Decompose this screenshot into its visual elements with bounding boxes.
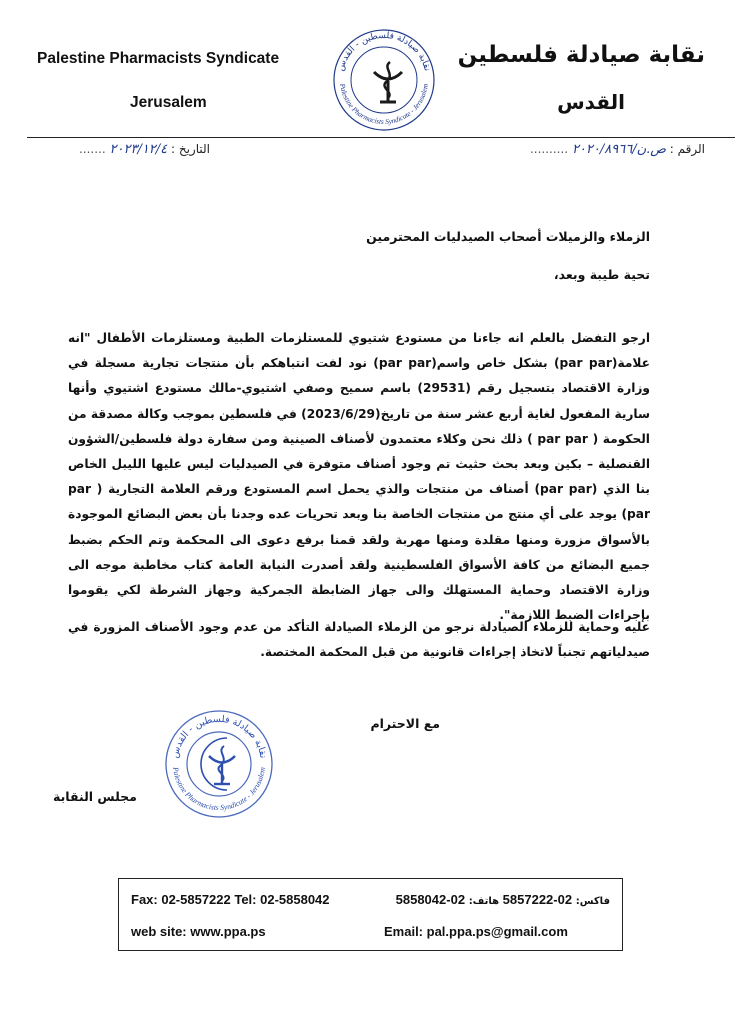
syndicate-stamp — [163, 708, 275, 820]
letter-regards: مع الاحترام — [370, 716, 440, 731]
tel-label-ar: هاتف: — [468, 896, 500, 907]
svg-text:نقابة صيادلة فلسطين - القدس — [336, 31, 432, 72]
signatory-council: مجلس النقابة — [53, 789, 137, 804]
logo-ring-text-ar: نقابة صيادلة فلسطين - القدس — [335, 30, 432, 73]
reference-number-value: ص.ن/٢٠٢٠/٨٩٦٦ — [571, 142, 666, 157]
city-name-ar: القدس — [557, 90, 625, 114]
contact-box — [118, 878, 623, 951]
fax-value-ar: 02-5857222 — [502, 892, 573, 907]
stamp-ring-text-en: Palestine Pharmacists Syndicate - Jerusalem — [171, 766, 267, 813]
fax-tel-ar — [396, 892, 610, 907]
letter-closing: عليه وحماية للزملاء الصيادلة نرجو من الزملاء الصيادلة التأكد من عدم وجود الأصناف المزورة في صيدلياتهم تجنباً لاتخاذ إجراءات قانونية من قبل المحكمة المختصة. — [68, 620, 650, 660]
letter-body: ارجو التفضل بالعلم انه جاءنا من مستودع شتيوي للمستلزمات الطبية ومستلزمات الأطفال "انه علامة(par par) بشكل خاص واسم(par par) نود لفت انتباهكم بأن منتجات تجارية مسجلة في وزارة الاقتصاد بتسجيل رقم (29531) باسم سميح وصفي اشتيوي-مالك مستودع اشتيوي وأنها سارية المفعول لغاية أربع عشر سنة من تاريخ(2023/6/29) في فلسطين بموجب وكالة مصدقة من الحكومة ( par par ) ذلك نحن وكلاء معتمدون لأصناف الصينية ومن سفارة دولة فلسطين/الشؤون القنصلية – بكين وبعد بحث حثيث تم وجود أصناف متوفرة في الصيدليات ليس عليها الليبل الخاص بنا الذي (par par) أصناف من منتجات والذي يحمل اسم المستودع ورقم العلامة التجارية ( par par) يوجد على أي منتج من منتجات الخاصة بنا وبعد تحريات عده وجدنا بأن بعض البضائع الموجودة بالأسواق مزورة ومنها مقلدة ومنها مهربة ولقد قمنا برفع دعوى الى المحكمة وتم الحكم بضبط جميع البضائع من كافة الأسواق الفلسطينية ولقد أصدرت النيابة العامة كتاب مخاطبة موجه الى وزارة الاقتصاد وحماية المستهلك والى جهاز الضابطة الجمركية وجهاز الشرطة لكي يقوموا بإجراءات الضبط اللازمة". — [68, 331, 650, 623]
org-name-en: Palestine Pharmacists Syndicate — [37, 50, 280, 67]
svg-text:نقابة صيادلة فلسطين - القدس — [169, 714, 268, 759]
email-text: Email: pal.ppa.ps@gmail.com — [384, 924, 568, 939]
reference-number: الرقم : ص.ن/٢٠٢٠/٨٩٦٦ .......... — [529, 142, 705, 157]
website-text: web site: www.ppa.ps — [131, 924, 266, 939]
reference-date-value: ٢٠٢٣/١٢/٤ — [109, 142, 168, 157]
org-name-ar: نقابة صيادلة فلسطين — [457, 42, 705, 68]
reference-date-label: التاريخ : — [170, 142, 210, 156]
fax-tel-en: Fax: 02-5857222 Tel: 02-5858042 — [131, 892, 330, 907]
city-name-en: Jerusalem — [130, 94, 207, 111]
tel-value-ar: 02-5858042 — [395, 892, 466, 907]
header-divider — [27, 137, 735, 138]
syndicate-logo — [330, 26, 438, 134]
letter-salutation: تحية طيبة وبعد، — [553, 267, 650, 282]
fax-label-ar: فاكس: — [575, 896, 610, 907]
letter-greeting: الزملاء والزميلات أصحاب الصيدليات المحترمين — [366, 229, 650, 244]
stamp-ring-text-ar: نقابة صيادلة فلسطين - القدس — [169, 713, 269, 760]
reference-number-label: الرقم : — [669, 142, 705, 156]
reference-date: التاريخ : ٢٠٢٣/١٢/٤ ....... — [78, 142, 210, 157]
logo-ring-text-en: Palestine Pharmacists Syndicate - Jerusalem — [338, 83, 430, 127]
bowl-of-hygieia-icon — [374, 62, 402, 102]
stamp-bowl-icon — [209, 746, 235, 784]
